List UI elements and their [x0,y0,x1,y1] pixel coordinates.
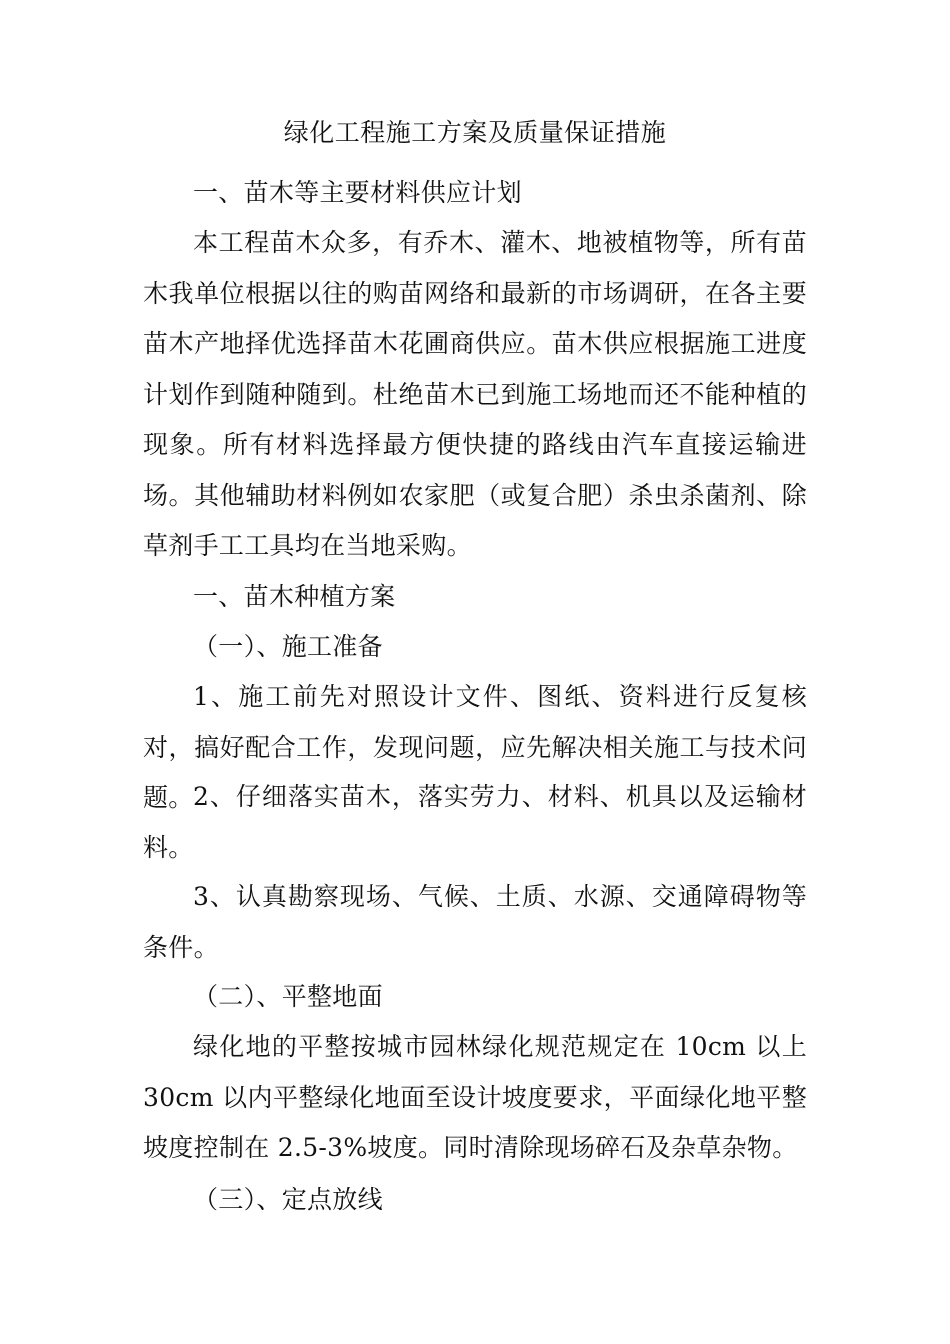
section-heading-material-supply: 一、苗木等主要材料供应计划 [193,178,522,207]
document-title: 绿化工程施工方案及质量保证措施 [283,118,667,147]
list-item-3: 3、认真勘察现场、气候、土质、水源、交通障碍物等条件。 [143,882,807,962]
subheading-ground-leveling: （二）、平整地面 [193,982,383,1011]
subheading-staking-out: （三）、定点放线 [193,1185,383,1214]
section-heading-planting-plan: 一、苗木种植方案 [193,582,396,611]
list-item-1: 1、施工前先对照设计文件、图纸、资料进行反复核对，搞好配合工作，发现问题，应先解决相关施工与技术问题。 [143,682,807,812]
list-item-2: 2、仔细落实苗木，落实劳力、材料、机具以及运输材料。 [143,782,807,862]
paragraph-material-supply: 本工程苗木众多，有乔木、灌木、地被植物等，所有苗木我单位根据以往的购苗网络和最新的市场调研，在各主要苗木产地择优选择苗木花圃商供应。苗木供应根据施工进度计划作到随种随到。杜绝苗木已到施工场地而还不能种植的现象。所有材料选择最方便快捷的路线由汽车直接运输进场。其他辅助材料例如农家肥（或复合肥）杀虫杀菌剂、除草剂手工工具均在当地采购。 [143,228,807,560]
subheading-construction-prep: （一）、施工准备 [193,632,383,661]
paragraph-ground-leveling: 绿化地的平整按城市园林绿化规范规定在 10cm 以上 30cm 以内平整绿化地面至设计坡度要求，平面绿化地平整坡度控制在 2.5-3%坡度。同时清除现场碎石及杂草杂物。 [143,1032,807,1162]
